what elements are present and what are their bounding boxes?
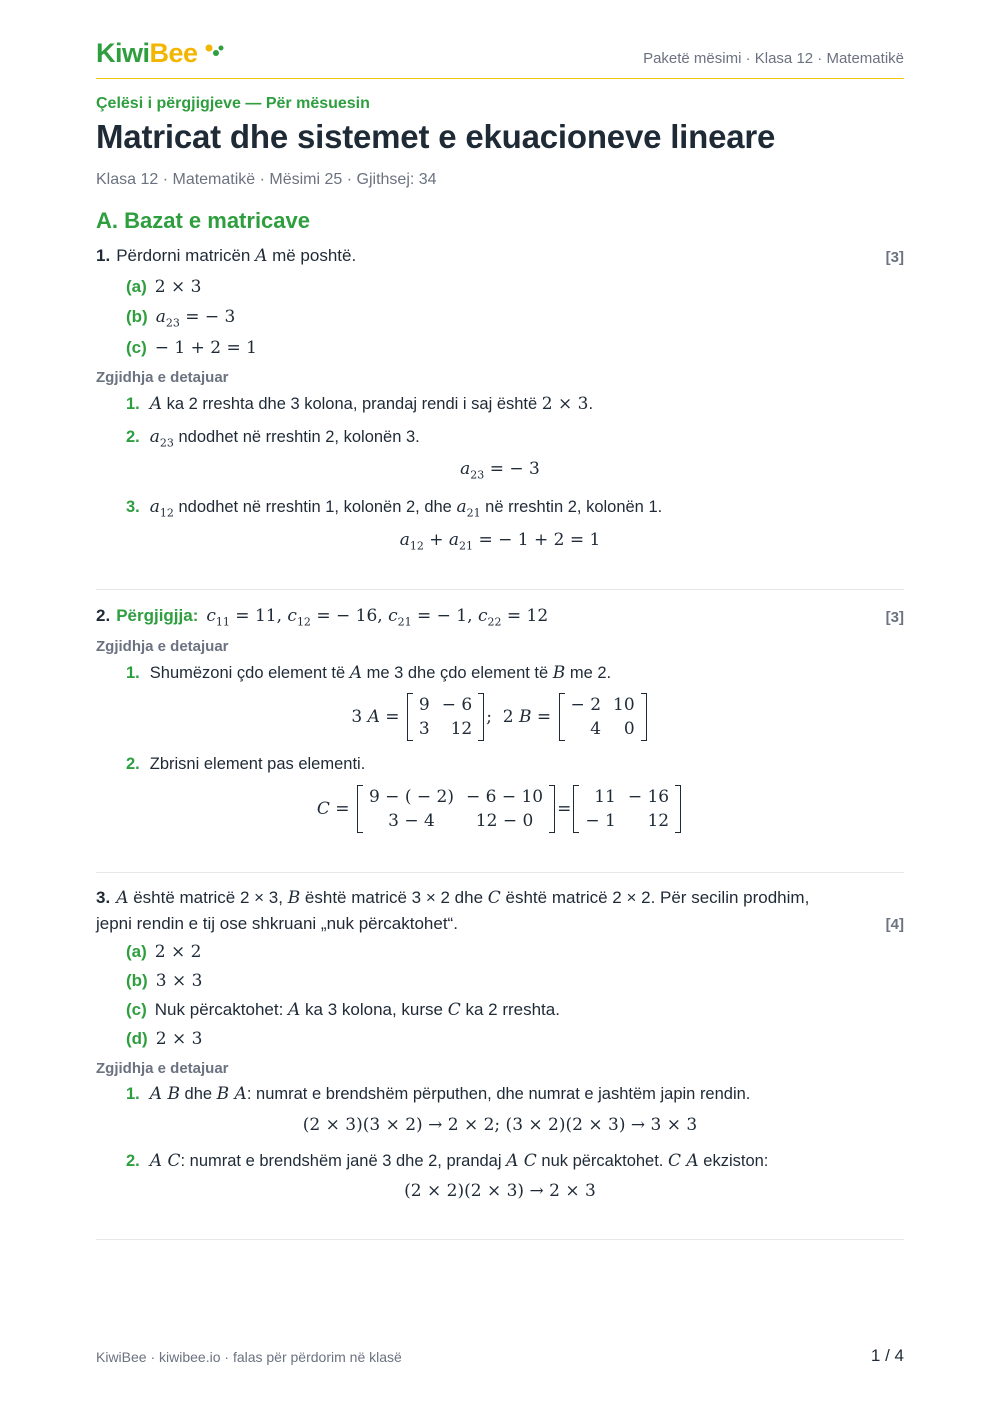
question-3: 3. A është matricë 2 × 3, B është matricë 3 × 2 dhe C është matricë 2 × 2. Për secilin prodhim, jepni rendin e tij ose shkruani „nuk përcaktohet“. [4] bbox=[96, 885, 904, 936]
display-equation: $a_{12} + a_{21}$ = − 1 + 2 = 1 bbox=[399, 530, 601, 553]
answer-item: (c) − 1 + 2 = 1 bbox=[126, 338, 257, 358]
solution-step: 2. Zbrisni element pas elementi. bbox=[126, 755, 366, 773]
answer-item: (a) 2 × 2 bbox=[126, 942, 202, 962]
marks-badge: [3] bbox=[885, 249, 904, 266]
solution-step: 2. A C: numrat e brendshëm janë 3 dhe 2, prandaj A C nuk përcaktohet. C A ekziston: bbox=[126, 1151, 769, 1171]
page-header bbox=[96, 38, 904, 79]
matrix-c: 11 − 16 − 1 12 bbox=[573, 785, 681, 833]
lesson-meta: Klasa 12 · Matematikë · Mësimi 25 · Gjithsej: 34 bbox=[96, 171, 437, 188]
section-heading: A. Bazat e matricave bbox=[96, 208, 310, 233]
divider bbox=[96, 872, 904, 873]
answer-item: (d) 2 × 3 bbox=[126, 1029, 203, 1049]
display-equation: (2 × 2)(2 × 3) → 2 × 3 bbox=[404, 1181, 596, 1201]
breadcrumb: Paketë mësimi · Klasa 12 · Matematikë bbox=[643, 50, 904, 67]
footer-credit: KiwiBee · kiwibee.io · falas për përdorim në klasë bbox=[96, 1349, 402, 1365]
page-title: Matricat dhe sistemet e ekuacioneve lineare bbox=[96, 118, 776, 155]
answer-item: (c) Nuk përcaktohet: A ka 3 kolona, kurse C ka 2 rreshta. bbox=[126, 1000, 560, 1020]
answer-item: (b) 3 × 3 bbox=[126, 971, 203, 991]
solution-heading: Zgjidhja e detajuar bbox=[96, 369, 229, 386]
matrix-3a: 9 − 6 3 12 bbox=[407, 693, 484, 741]
page-number: 1 / 4 bbox=[870, 1346, 904, 1365]
answer-item: (a) 2 × 3 bbox=[126, 277, 202, 297]
marks-badge: [4] bbox=[885, 916, 904, 933]
divider bbox=[96, 589, 904, 590]
answer-key-label: Çelësi i përgjigjeve — Për mësuesin bbox=[96, 95, 370, 112]
divider bbox=[96, 1239, 904, 1240]
solution-step: 1. Shumëzoni çdo element të A me 3 dhe çdo element të B me 2. bbox=[126, 663, 612, 683]
solution-step: 1. A B dhe B A: numrat e brendshëm përputhen, dhe numrat e jashtëm japin rendin. bbox=[126, 1084, 751, 1104]
matrix-equation: C = 9 − ( − 2) − 6 − 10 3 − 4 12 − 0 = 11 − 16 − 1 12 bbox=[96, 785, 904, 833]
solution-step: 3. $a_{12}$ ndodhet në rreshtin 1, kolonën 2, dhe $a_{21}$ në rreshtin 2, kolonën 1. bbox=[126, 497, 663, 520]
answer-item: (b) $a_{23}$ = − 3 bbox=[126, 307, 236, 330]
logo: KiwiBee bbox=[96, 38, 198, 69]
solution-heading: Zgjidhja e detajuar bbox=[96, 1060, 229, 1077]
matrix-equation: 3 A = 9 − 6 3 12 ; 2 B = − 2 10 4 0 bbox=[96, 693, 904, 741]
solution-heading: Zgjidhja e detajuar bbox=[96, 638, 229, 655]
solution-step: 2. $a_{23}$ ndodhet në rreshtin 2, kolonën 3. bbox=[126, 427, 420, 450]
display-equation: (2 × 3)(3 × 2) → 2 × 2; (3 × 2)(2 × 3) → 3 × 3 bbox=[302, 1115, 698, 1135]
solution-step: 1. A ka 2 rreshta dhe 3 kolona, prandaj rendi i saj është 2 × 3. bbox=[126, 394, 594, 414]
question-2: 2. Përgjigjja: $c_{11} = 11$, $c_{12}$ = − 16, $c_{21}$ = − 1, $c_{22} = 12$ [3] bbox=[96, 606, 904, 629]
marks-badge: [3] bbox=[885, 609, 904, 626]
display-equation: $a_{23}$ = − 3 bbox=[460, 459, 540, 482]
matrix-difference: 9 − ( − 2) − 6 − 10 3 − 4 12 − 0 bbox=[357, 785, 555, 833]
question-1: 1. Përdorni matricën A më poshtë. [3] bbox=[96, 243, 904, 269]
bee-dots-icon bbox=[204, 43, 224, 59]
matrix-2b: − 2 10 4 0 bbox=[559, 693, 647, 741]
